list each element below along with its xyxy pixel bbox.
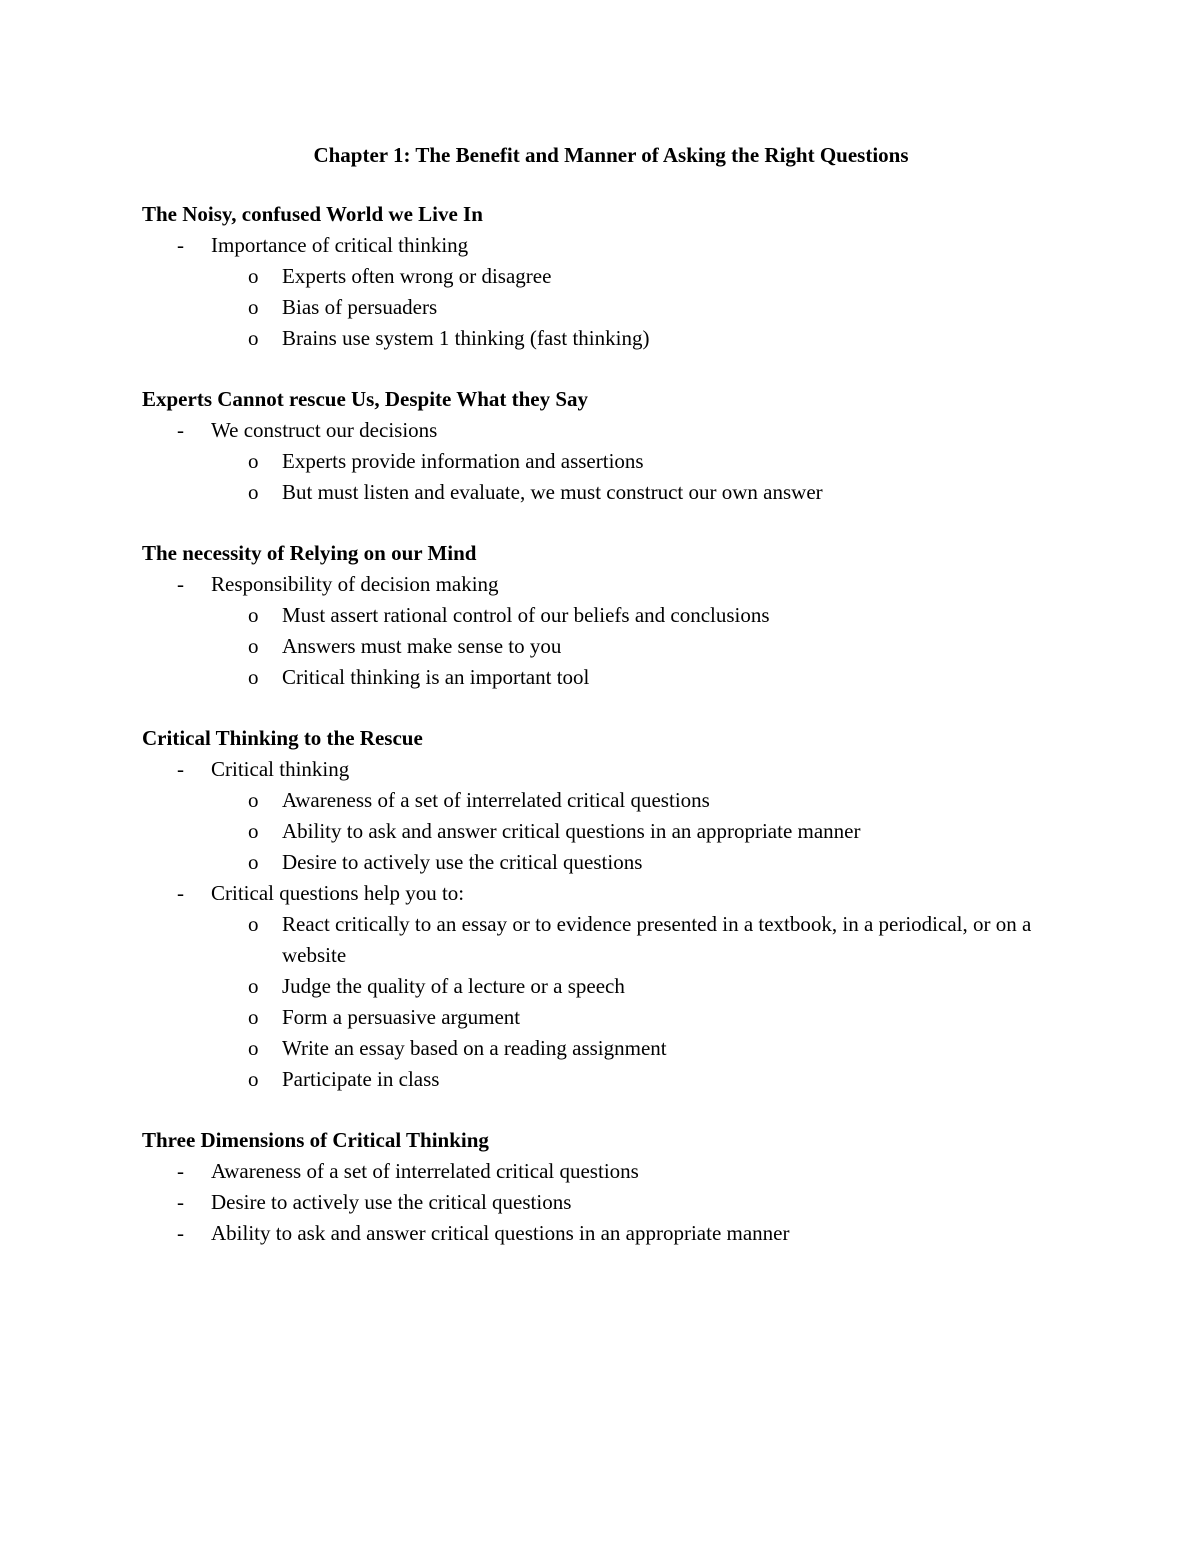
- bullet-item: [142, 1218, 1060, 1249]
- bullet-item: [142, 569, 1060, 600]
- circle-marker: o: [248, 1005, 259, 1029]
- section-heading: The necessity of Relying on our Mind: [142, 541, 477, 565]
- circle-marker: o: [248, 1036, 259, 1060]
- circle-marker: o: [248, 449, 259, 473]
- sub-bullet-item: [142, 909, 1060, 971]
- dash-marker: -: [177, 757, 184, 781]
- bullet-text: Ability to ask and answer critical questions in an appropriate manner: [211, 1221, 790, 1245]
- dash-marker: -: [177, 1190, 184, 1214]
- sub-bullet-item: [142, 785, 1060, 816]
- sub-bullet-item: [142, 1064, 1060, 1095]
- circle-marker: o: [248, 819, 259, 843]
- section: [142, 723, 1060, 1095]
- sub-bullet-item: [142, 847, 1060, 878]
- section-heading: Three Dimensions of Critical Thinking: [142, 1128, 489, 1152]
- sub-bullet-item: [142, 631, 1060, 662]
- sub-bullet-item: [142, 446, 1060, 477]
- bullet-item: [142, 754, 1060, 785]
- sub-bullet-item: [142, 1002, 1060, 1033]
- section-heading: The Noisy, confused World we Live In: [142, 202, 483, 226]
- sub-bullet-item: [142, 600, 1060, 631]
- sub-bullet-text: Critical thinking is an important tool: [282, 665, 590, 689]
- bullet-text: We construct our decisions: [211, 418, 438, 442]
- sub-bullet-item: [142, 292, 1060, 323]
- dash-marker: -: [177, 881, 184, 905]
- sub-bullet-text: Answers must make sense to you: [282, 634, 562, 658]
- page-title: Chapter 1: The Benefit and Manner of Asking the Right Questions: [313, 143, 909, 167]
- circle-marker: o: [248, 480, 259, 504]
- dash-marker: -: [177, 418, 184, 442]
- circle-marker: o: [248, 264, 259, 288]
- sub-bullet-item: [142, 971, 1060, 1002]
- section: [142, 199, 1060, 354]
- bullet-item: [142, 1156, 1060, 1187]
- sub-bullet-item: [142, 261, 1060, 292]
- dash-marker: -: [177, 1221, 184, 1245]
- sub-bullet-text: Write an essay based on a reading assignment: [282, 1036, 667, 1060]
- sub-bullet-text: But must listen and evaluate, we must construct our own answer: [282, 480, 823, 504]
- sub-bullet-text: Bias of persuaders: [282, 295, 438, 319]
- sub-bullet-item: [142, 662, 1060, 693]
- circle-marker: o: [248, 634, 259, 658]
- circle-marker: o: [248, 326, 259, 350]
- bullet-text: Desire to actively use the critical questions: [211, 1190, 572, 1214]
- circle-marker: o: [248, 974, 259, 998]
- section: [142, 1125, 1060, 1249]
- bullet-item: [142, 878, 1060, 909]
- sub-bullet-text: React critically to an essay or to evidence presented in a textbook, in a periodical, or on a website: [282, 912, 1032, 967]
- sub-bullet-item: [142, 816, 1060, 847]
- sub-bullet-item: [142, 1033, 1060, 1064]
- dash-marker: -: [177, 233, 184, 257]
- sub-bullet-text: Awareness of a set of interrelated critical questions: [282, 788, 710, 812]
- sub-bullet-text: Desire to actively use the critical questions: [282, 850, 643, 874]
- section-heading: Critical Thinking to the Rescue: [142, 726, 423, 750]
- bullet-item: [142, 415, 1060, 446]
- circle-marker: o: [248, 1067, 259, 1091]
- bullet-item: [142, 230, 1060, 261]
- circle-marker: o: [248, 665, 259, 689]
- circle-marker: o: [248, 295, 259, 319]
- bullet-text: Importance of critical thinking: [211, 233, 469, 257]
- sub-bullet-text: Form a persuasive argument: [282, 1005, 521, 1029]
- section: [142, 384, 1060, 508]
- bullet-text: Responsibility of decision making: [211, 572, 499, 596]
- sub-bullet-text: Experts provide information and assertions: [282, 449, 644, 473]
- sub-bullet-text: Brains use system 1 thinking (fast thinking): [282, 326, 650, 350]
- circle-marker: o: [248, 603, 259, 627]
- sub-bullet-text: Participate in class: [282, 1067, 440, 1091]
- dash-marker: -: [177, 572, 184, 596]
- circle-marker: o: [248, 912, 259, 936]
- bullet-text: Awareness of a set of interrelated critical questions: [211, 1159, 639, 1183]
- section-heading: Experts Cannot rescue Us, Despite What they Say: [142, 387, 589, 411]
- sub-bullet-item: [142, 323, 1060, 354]
- sub-bullet-text: Experts often wrong or disagree: [282, 264, 552, 288]
- sub-bullet-text: Must assert rational control of our beliefs and conclusions: [282, 603, 770, 627]
- sub-bullet-text: Ability to ask and answer critical questions in an appropriate manner: [282, 819, 861, 843]
- dash-marker: -: [177, 1159, 184, 1183]
- sub-bullet-text: Judge the quality of a lecture or a speech: [282, 974, 625, 998]
- bullet-text: Critical thinking: [211, 757, 350, 781]
- sub-bullet-item: [142, 477, 1060, 508]
- section: [142, 538, 1060, 693]
- bullet-item: [142, 1187, 1060, 1218]
- circle-marker: o: [248, 850, 259, 874]
- bullet-text: Critical questions help you to:: [211, 881, 465, 905]
- circle-marker: o: [248, 788, 259, 812]
